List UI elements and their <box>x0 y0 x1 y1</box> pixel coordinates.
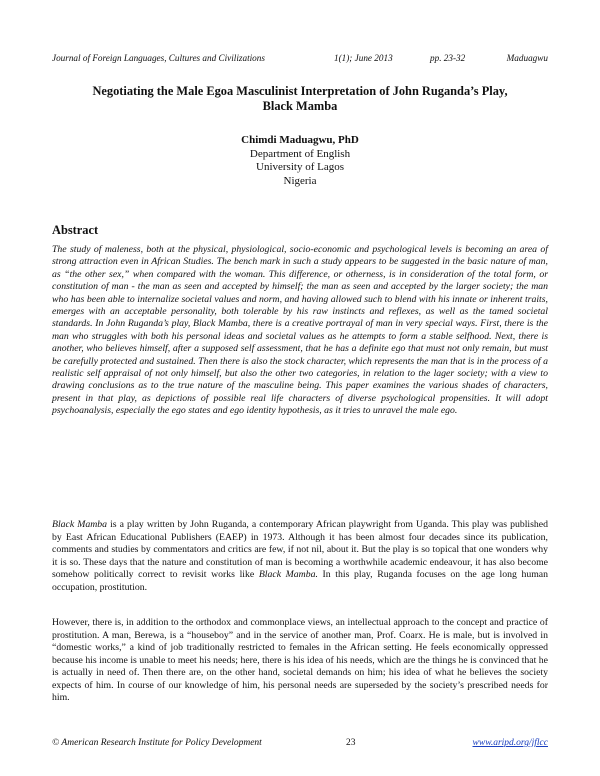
page-range: pp. 23-32 <box>430 53 466 63</box>
paragraph-1-part-1: is a play written by John Ruganda, a contemporary African playwright from Uganda. This play was published by East African Educational Publishers (EAEP) in 1973. Although it has been almost four decades since its publication, comments and studies by commentators and critics are few, if not nil, about it. But the play is so topical that one wonders why it is so. These days that the nature and constitution of man is becoming a worthwhile academic endeavour, it has also become somehow politically correct to revisit works like <box>52 519 548 580</box>
abstract-text: The study of maleness, both at the physical, physiological, socio-economic and psychological levels is becoming an area of strong attraction even in African Studies. The bench mark in such a study appears to be suggested in the basic nature of man, as “the other sex,” when compared with the woman. This difference, or otherness, is in consideration of the total form, or constitution of man - the man as seen and accepted by himself; the man as seen and accepted by the larger society; the man who has been able to internalize societal values and norm, and having allowed such to blend with his innate or inherent traits, emerges with an acceptable personality, both tolerable by his raw instincts and reflexes, as well as the tamed societal standards. In John Ruganda’s play, Black Mamba, there is a creative portrayal of man in very special ways. First, there is the man who struggles with both his personal ideas and societal values as he attempts to form a stable selfhood. Next, there is another, who believes himself, after a supposed self assessment, that he has a definite ego that must not only remain, but must be carefully protected and sustained. Then there is also the stock character, which represents the man that is in the process of a realistic self appraisal of not only himself, but also the other two categories, in relation to the lager society; with a view to drawing conclusions as to the true nature of the masculine being. This paper examines the various shades of characters, present in that play, as depictions of possible real life characters of diverse psychological propensities. It will adopt psychoanalysis, especially the ego states and ego identity hypothesis, as it tries to unravel the male ego. <box>52 244 548 417</box>
author-university: University of Lagos <box>256 161 344 174</box>
body-paragraph-1 <box>52 519 548 594</box>
journal-url-link[interactable]: www.aripd.org/jflcc <box>472 738 548 748</box>
page-footer <box>52 738 548 752</box>
abstract-heading: Abstract <box>52 223 99 237</box>
page-number: 23 <box>346 738 356 748</box>
author-name: Chimdi Maduagwu, PhD <box>241 134 359 146</box>
title-line-2: Black Mamba <box>262 99 338 113</box>
author-block <box>100 134 500 188</box>
paper-title <box>60 84 540 114</box>
running-header <box>52 53 548 67</box>
journal-name: Journal of Foreign Languages, Cultures and Civilizations <box>52 53 265 63</box>
issue-info: 1(1); June 2013 <box>334 53 393 63</box>
author-department: Department of English <box>249 147 351 160</box>
title-line-1: Negotiating the Male Egoa Masculinist Interpretation of John Ruganda’s Play, <box>92 84 508 98</box>
header-author: Maduagwu <box>506 53 548 63</box>
play-title-italic-inline: Black Mamba. <box>258 569 318 580</box>
footer-copyright: © American Research Institute for Policy Development <box>52 738 262 748</box>
paragraph-1-part-2: In this play, Ruganda focuses on the age long human occupation, prostitution. <box>52 569 549 593</box>
author-country: Nigeria <box>283 174 317 187</box>
body-paragraph-2: However, there is, in addition to the orthodox and commonplace views, an intellectual approach to the concept and practice of prostitution. A man, Berewa, is a “houseboy” and in the service of another man, Prof. Coarx. He is male, but is involved in “domestic works,” a kind of job traditionally restricted to females in the African setting. He feels economically oppressed because his income is unable to meet his needs; here, there is his idea of his needs, which are the things he is convinced that he is actually in need of. Then there are, on the other hand, societal demands on him; his idea of what he believes the society expects of him. In course of our knowledge of him, his personal needs are superseded by the society’s prescribed needs for him. <box>52 617 548 703</box>
play-title-italic: Black Mamba <box>52 519 108 530</box>
